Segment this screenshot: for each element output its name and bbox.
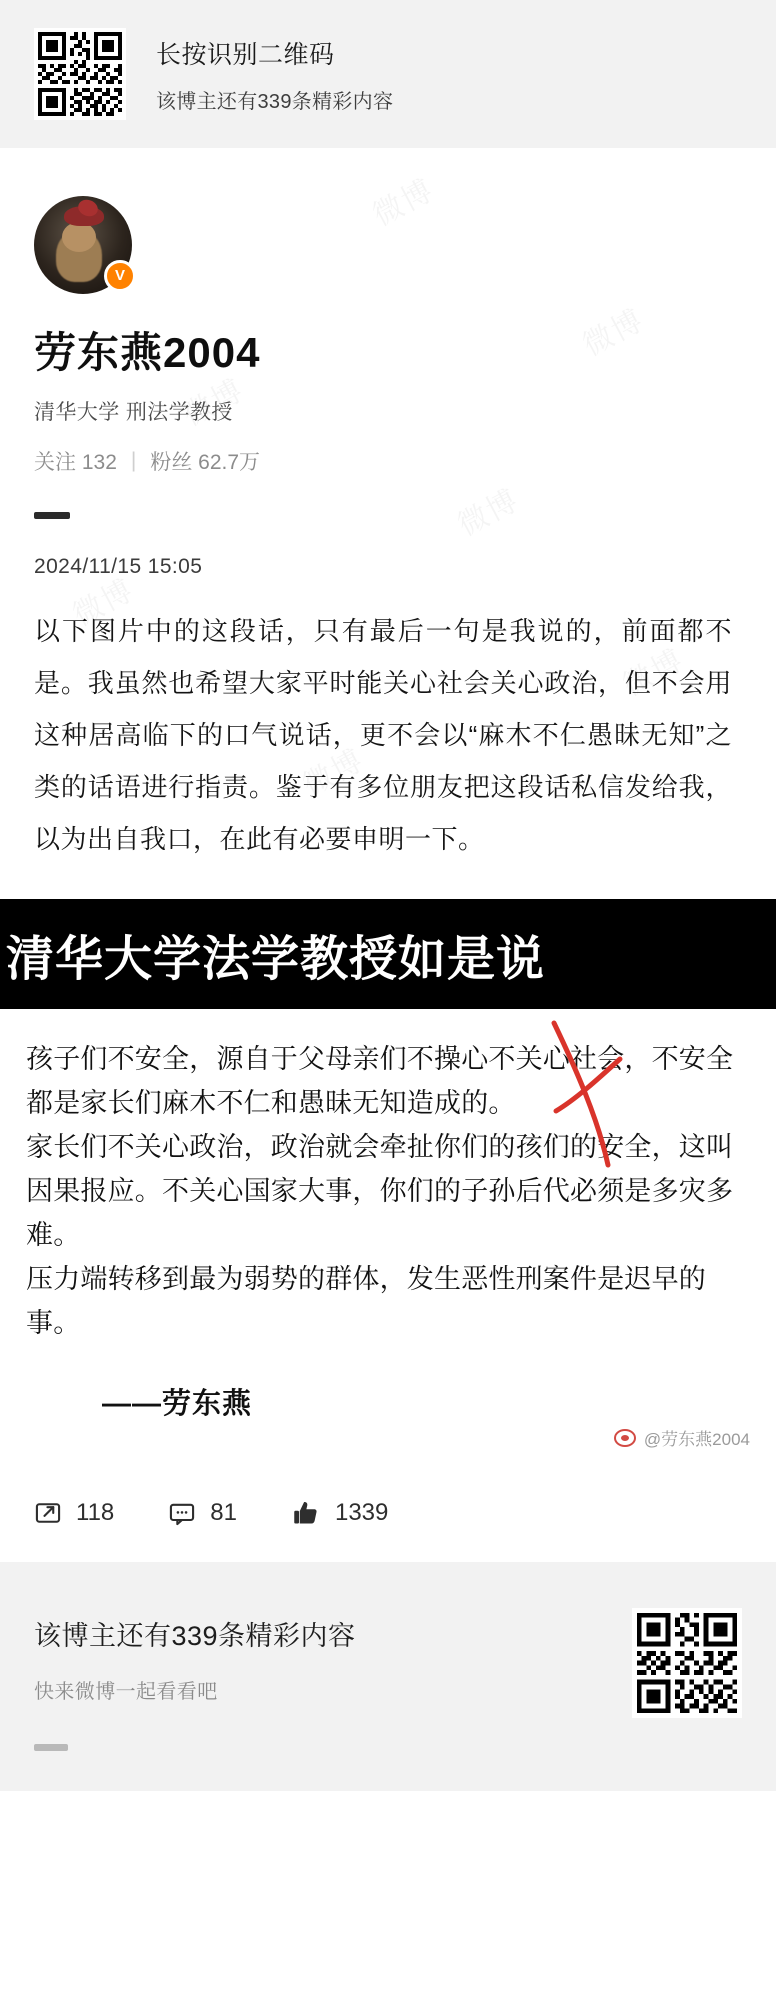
comment-button[interactable]: [168, 1499, 237, 1527]
image-headline-bar: [0, 899, 776, 1009]
post-image[interactable]: [0, 899, 776, 1468]
profile-section: [0, 148, 776, 865]
display-name: 劳东燕2004: [34, 329, 261, 376]
followers-count[interactable]: 粉丝 62.7万: [150, 451, 261, 474]
bottom-qr-code-svg: [632, 1608, 742, 1718]
image-credit-text: @劳东燕2004: [643, 1430, 750, 1449]
repost-icon: [34, 1499, 62, 1527]
bottom-promo-bar: [0, 1562, 776, 1791]
following-count[interactable]: 关注 132: [34, 451, 117, 474]
top-banner-text: [156, 35, 393, 114]
image-body: [0, 1009, 776, 1468]
image-paragraph: 孩子们不安全，源自于父母亲们不操心不关心社会，不安全都是家长们麻木不仁和愚昧无知造成的。: [26, 1044, 734, 1118]
drag-handle: [34, 512, 70, 519]
profile-bio: 清华大学 刑法学教授: [34, 401, 233, 424]
image-credit: [614, 1425, 750, 1450]
bottom-subtitle: 快来微博一起看看吧: [34, 1681, 218, 1703]
bottom-drag-handle: [34, 1744, 68, 1751]
avatar[interactable]: [34, 196, 132, 294]
post-actions: [0, 1468, 776, 1562]
image-paragraph: 家长们不关心政治，政治就会牵扯你们的孩们的安全，这叫因果报应。不关心国家大事，你们的子孙后代必须是多灾多难。: [26, 1132, 734, 1250]
top-qr-banner: [0, 0, 776, 148]
stats-divider: |: [130, 449, 137, 472]
banner-subtitle: 该博主还有339条精彩内容: [156, 90, 394, 113]
like-count: 1339: [334, 1499, 389, 1526]
repost-count: 118: [76, 1499, 115, 1526]
repost-button[interactable]: [34, 1499, 114, 1527]
bottom-title: 该博主还有339条精彩内容: [34, 1621, 356, 1651]
bottom-promo-text: [34, 1608, 356, 1751]
comment-count: 81: [210, 1499, 237, 1526]
weibo-logo-icon: [614, 1429, 636, 1447]
qr-code-svg: [34, 28, 126, 120]
comment-icon: [168, 1499, 196, 1527]
banner-title: 长按识别二维码: [156, 40, 335, 69]
post-body-text: 以下图片中的这段话，只有最后一句是我说的，前面都不是。我虽然也希望大家平时能关心社会关心政治，但不会用这种居高临下的口气说话，更不会以“麻木不仁愚昧无知”之类的话语进行指责。鉴于有多位朋友把这段话私信发给我，以为出自我口，在此有必要申明一下。: [34, 616, 732, 854]
image-paragraph: 压力端转移到最为弱势的群体，发生恶性刑案件是迟早的事。: [26, 1264, 706, 1338]
post-card: [0, 148, 776, 1562]
like-button[interactable]: [291, 1498, 388, 1528]
image-headline: 清华大学法学教授如是说: [6, 932, 546, 986]
qr-code-icon[interactable]: [34, 28, 126, 120]
image-signature: ——劳东燕: [102, 1388, 253, 1420]
post-timestamp: 2024/11/15 15:05: [34, 555, 203, 578]
verified-badge-icon: V: [104, 260, 136, 292]
bottom-qr-code-icon[interactable]: [632, 1608, 742, 1718]
like-icon: [291, 1498, 321, 1528]
profile-stats: [34, 446, 742, 476]
